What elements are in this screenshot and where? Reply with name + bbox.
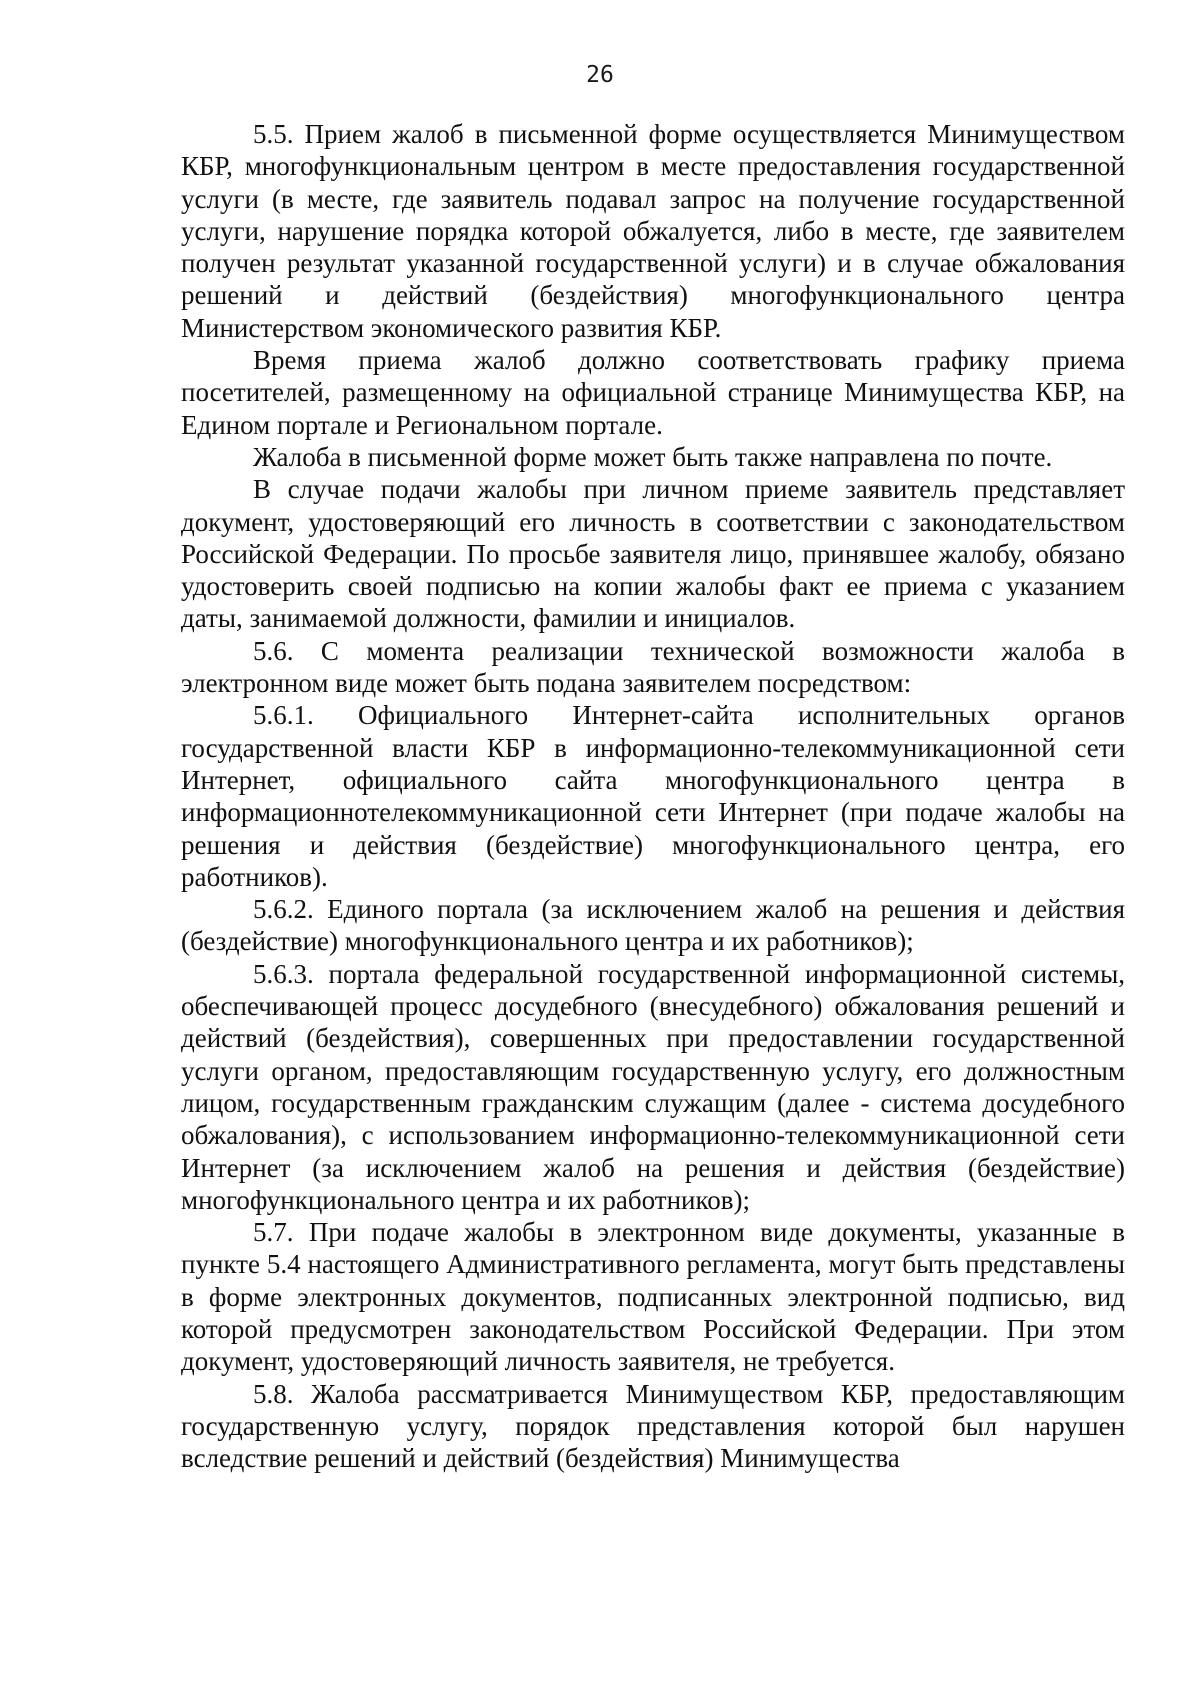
paragraph-5-7: 5.7. При подаче жалобы в электронном виде документы, указанные в пункте 5.4 настоящего Административного регламента, могут быть представлены в форме электронных документов, подписанных электронной подписью, вид которой предусмотрен законодательством Российской Федерации. При этом документ, удостоверяющий личность заявителя, не требуется. bbox=[181, 1217, 1125, 1377]
document-body bbox=[181, 118, 1125, 1474]
paragraph-reception-time: Время приема жалоб должно соответствовать графику приема посетителей, размещенному на официальной странице Минимущества КБР, на Едином портале и Региональном портале. bbox=[181, 345, 1125, 440]
paragraph-5-5: 5.5. Прием жалоб в письменной форме осуществляется Минимуществом КБР, многофункциональным центром в месте предоставления государственной услуги (в месте, где заявитель подавал запрос на получение государственной услуги, нарушение порядка которой обжалуется, либо в месте, где заявителем получен результат указанной государственной услуги) и в случае обжалования решений и действий (бездействия) многофункционального центра Министерством экономического развития КБР. bbox=[181, 119, 1125, 343]
paragraph-5-6-2: 5.6.2. Единого портала (за исключением жалоб на решения и действия (бездействие) многофункционального центра и их работников); bbox=[181, 894, 1125, 957]
paragraph-5-6: 5.6. С момента реализации технической возможности жалоба в электронном виде может быть подана заявителем посредством: bbox=[181, 635, 1125, 699]
page-number: 26 bbox=[586, 62, 614, 88]
paragraph-5-6-1: 5.6.1. Официального Интернет-сайта исполнительных органов государственной власти КБР в информационно-телекоммуникационной сети Интернет, официального сайта многофункционального центра в информационнотелекоммуникационной сети Интернет (при подаче жалобы на решения и действия (бездействие) многофункционального центра, его работников). bbox=[181, 700, 1125, 892]
paragraph-5-8: 5.8. Жалоба рассматривается Минимуществом КБР, предоставляющим государственную услугу, порядок представления которой был нарушен вследствие решений и действий (бездействия) Минимущества bbox=[181, 1378, 1125, 1474]
paragraph-postal-complaint: Жалоба в письменной форме может быть также направлена по почте. bbox=[253, 441, 1053, 472]
paragraph-5-6-3: 5.6.3. портала федеральной государственной информационной системы, обеспечивающей процесс досудебного (внесудебного) обжалования решений и действий (бездействия), совершенных при предоставлении государственной услуги органом, предоставляющим государственную услугу, его должностным лицом, государственным гражданским служащим (далее - система досудебного обжалования), с использованием информационно-телекоммуникационной сети Интернет (за исключением жалоб на решения и действия (бездействие) многофункционального центра и их работников); bbox=[181, 958, 1125, 1215]
paragraph-personal-reception: В случае подачи жалобы при личном приеме заявитель представляет документ, удостоверяющий его личность в соответствии с законодательством Российской Федерации. По просьбе заявителя лицо, принявшее жалобу, обязано удостоверить своей подписью на копии жалобы факт ее приема с указанием даты, занимаемой должности, фамилии и инициалов. bbox=[181, 474, 1125, 634]
